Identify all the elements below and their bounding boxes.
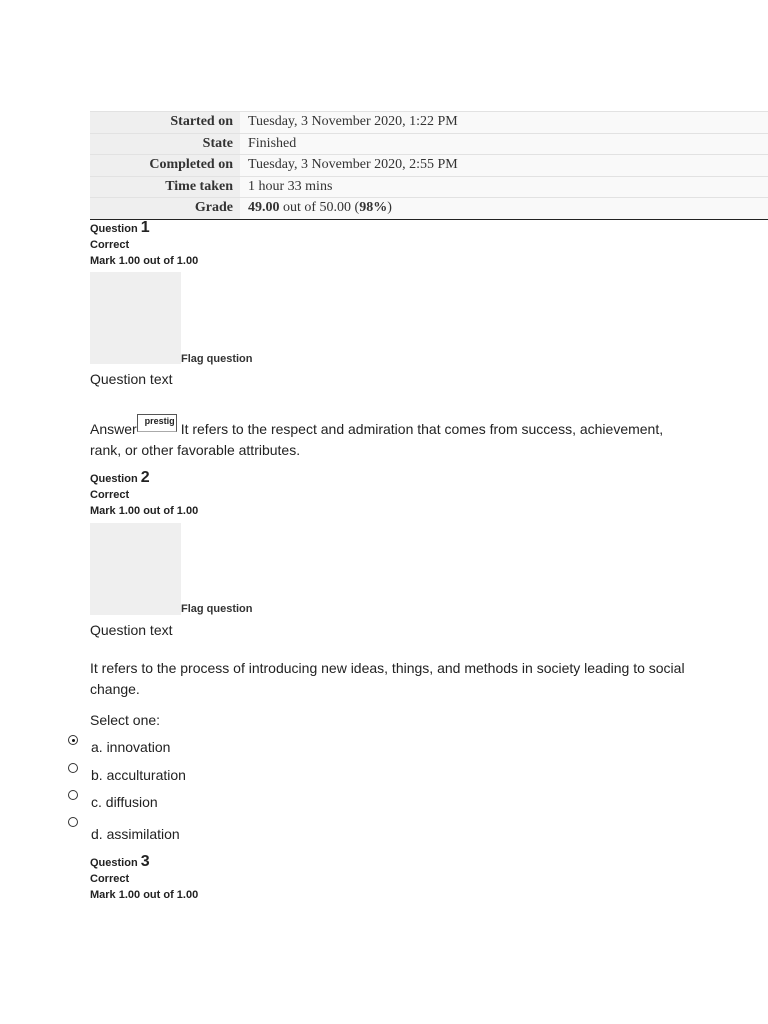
grade-out-of: out of 50.00 ( [279,200,360,216]
summary-row [90,155,768,177]
summary-row [90,133,768,155]
question-number: 3 [140,853,150,870]
summary-label: State [90,133,240,155]
question-3-info [90,854,198,903]
answer-option[interactable]: d. assimilation [91,826,180,842]
question-mark: Mark 1.00 out of 1.00 [90,255,199,267]
grade-label: Grade [90,198,240,220]
summary-value: Finished [240,133,768,155]
question-2-info [90,470,198,519]
question-text-heading: Question text [90,622,173,638]
question-number: 1 [140,219,150,236]
question-prefix: Question [90,223,141,235]
question-text: It refers to the respect and admiration that comes from success, achievement, rank, or other favorable attributes. [90,421,664,458]
select-one-label: Select one: [90,712,161,728]
answer-input[interactable]: prestig [137,414,177,432]
grade-value [240,198,768,220]
question-mark: Mark 1.00 out of 1.00 [90,505,199,517]
summary-value: Tuesday, 3 November 2020, 1:22 PM [240,112,768,134]
question-text: It refers to the process of introducing new ideas, things, and methods in society leading to social change. [90,660,685,697]
summary-row [90,176,768,198]
radio-button[interactable] [68,790,78,800]
radio-button[interactable] [68,763,78,773]
flag-icon[interactable] [90,523,181,615]
radio-button[interactable] [68,735,78,745]
question-status: Correct [90,489,130,501]
grade-close: ) [387,200,392,216]
summary-label: Completed on [90,155,240,177]
question-text-heading: Question text [90,371,173,387]
summary-label: Started on [90,112,240,134]
summary-value: 1 hour 33 mins [240,176,768,198]
question-status: Correct [90,873,130,885]
summary-row [90,112,768,134]
flag-question-link[interactable]: Flag question [181,603,253,615]
answer-option[interactable]: a. innovation [91,739,171,755]
summary-value: Tuesday, 3 November 2020, 2:55 PM [240,155,768,177]
answer-option[interactable]: c. diffusion [91,794,158,810]
question-status: Correct [90,239,130,251]
answer-label: Answer [90,421,137,437]
answer-option[interactable]: b. acculturation [91,767,186,783]
question-mark: Mark 1.00 out of 1.00 [90,889,199,901]
question-number: 2 [140,469,150,486]
grade-percent: 98% [359,200,388,216]
flag-question-link[interactable]: Flag question [181,353,253,365]
question-prefix: Question [90,473,141,485]
question-1-info [90,220,198,269]
attempt-summary-table [90,111,768,220]
flag-icon[interactable] [90,272,181,364]
summary-row-grade [90,198,768,220]
summary-label: Time taken [90,176,240,198]
question-prefix: Question [90,857,141,869]
question-1-prompt [90,414,690,461]
radio-button[interactable] [68,817,78,827]
grade-score: 49.00 [248,200,280,216]
